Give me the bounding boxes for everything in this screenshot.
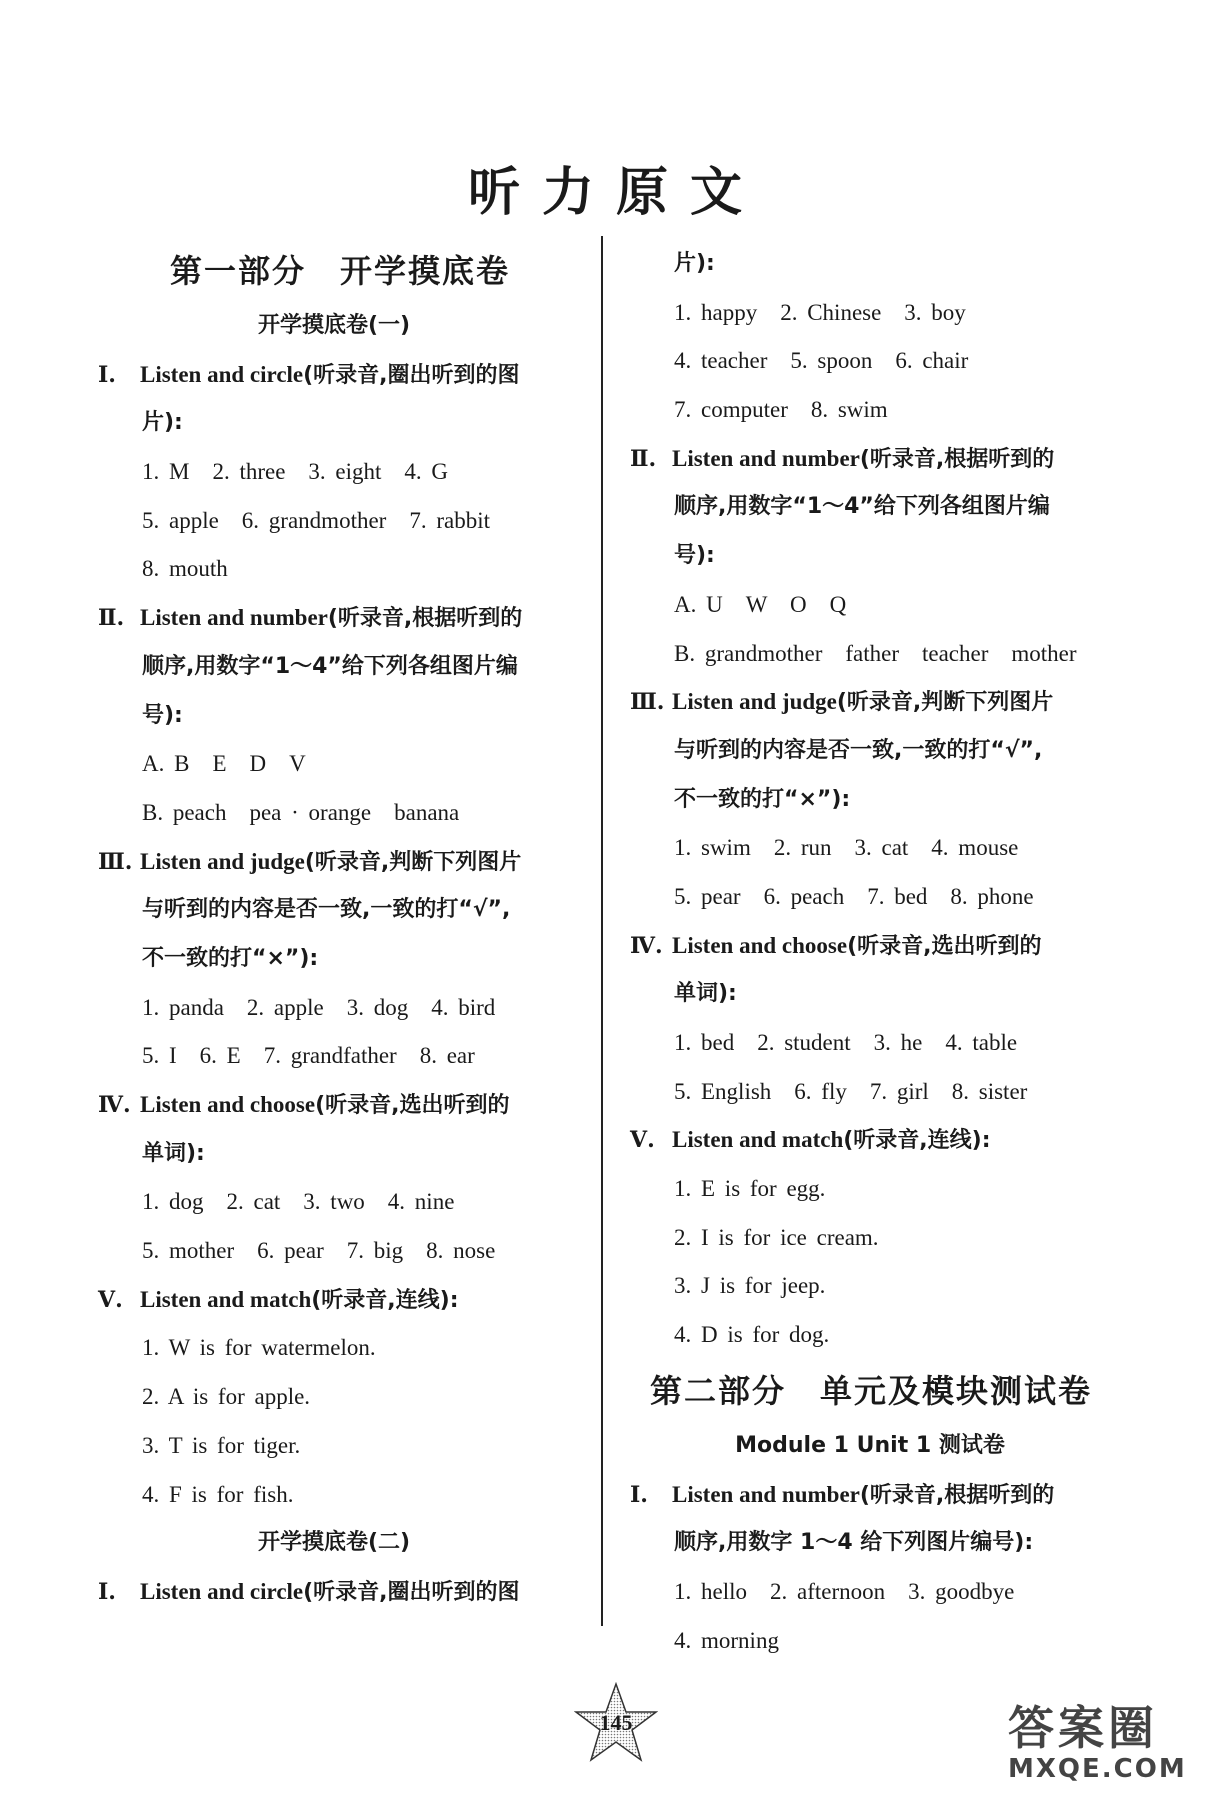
- question-number: Ⅳ.: [98, 1092, 131, 1118]
- question-number: Ⅴ.: [630, 1127, 655, 1154]
- section-title: 第二部分 单元及模块测试卷: [650, 1371, 1093, 1410]
- question-instruction-zh: (听录音,连线):: [843, 1128, 991, 1154]
- question-number: Ⅱ.: [630, 445, 657, 472]
- answer-items: 4. morning: [674, 1627, 779, 1653]
- question-instruction-zh: (听录音,选出听到的: [847, 933, 1042, 959]
- question-instruction-continued: 片):: [674, 251, 715, 276]
- question-instruction-en: Listen and judge: [672, 689, 837, 715]
- answer-items: 1. hello 2. afternoon 3. goodbye: [674, 1578, 1015, 1604]
- question-number: Ⅴ.: [98, 1286, 123, 1313]
- answer-items: B. grandmother father teacher mother: [674, 640, 1077, 666]
- question-instruction-zh: (听录音,连线):: [311, 1287, 459, 1313]
- answer-items: A. U W O Q: [674, 591, 847, 617]
- answer-items: 5. English 6. fly 7. girl 8. sister: [674, 1078, 1028, 1104]
- question-number: Ⅰ.: [98, 1578, 116, 1605]
- question-heading: [98, 594, 590, 643]
- answer-items: 1. E is for egg.: [674, 1176, 826, 1202]
- question-instruction-en: Listen and match: [672, 1127, 844, 1153]
- section-title: 第一部分 开学摸底卷: [170, 252, 511, 290]
- question-heading: [98, 1081, 590, 1130]
- column-divider: [601, 236, 603, 1626]
- right-column: [630, 240, 1130, 1665]
- answer-items: 1. panda 2. apple 3. dog 4. bird: [142, 994, 496, 1020]
- question-instruction-en: Listen and choose: [672, 932, 848, 958]
- question-heading: [630, 1471, 1130, 1520]
- question-number: Ⅰ.: [630, 1481, 648, 1508]
- question-instruction-continued: 单词):: [674, 981, 737, 1007]
- question-instruction-zh: (听录音,圈出听到的图: [303, 1579, 520, 1605]
- test-subtitle: 开学摸底卷(二): [257, 1530, 411, 1556]
- question-instruction-en: Listen and circle: [140, 361, 304, 387]
- question-heading: [98, 1568, 590, 1617]
- question-instruction-continued: 片):: [142, 410, 183, 436]
- question-instruction-en: Listen and number: [672, 445, 860, 471]
- page-title: 听力原文: [467, 163, 764, 223]
- question-number: Ⅱ.: [98, 605, 125, 632]
- question-instruction-continued: 与听到的内容是否一致,一致的打“√”,: [142, 897, 511, 923]
- question-heading: [630, 922, 1130, 971]
- question-number: Ⅲ.: [630, 689, 665, 716]
- question-number: Ⅲ.: [98, 848, 133, 875]
- question-heading: [630, 1116, 1130, 1165]
- answer-items: A. B E D V: [142, 751, 306, 777]
- question-instruction-zh: (听录音,选出听到的: [315, 1093, 510, 1118]
- question-number: Ⅰ.: [98, 361, 116, 388]
- watermark-top: 答案圈: [1008, 1701, 1158, 1755]
- watermark-logo: [1008, 1692, 1218, 1792]
- question-instruction-en: Listen and choose: [140, 1092, 316, 1117]
- answer-items: 5. mother 6. pear 7. big 8. nose: [142, 1238, 496, 1264]
- answer-items: 1. bed 2. student 3. he 4. table: [674, 1030, 1018, 1055]
- question-instruction-zh: (听录音,判断下列图片: [836, 690, 1054, 716]
- question-instruction-en: Listen and judge: [140, 848, 305, 874]
- test-subtitle: Module 1 Unit 1 测试卷: [735, 1432, 1005, 1458]
- star-icon: [574, 1682, 658, 1766]
- question-heading: [630, 678, 1130, 727]
- question-instruction-continued: 与听到的内容是否一致,一致的打“√”,: [674, 737, 1043, 763]
- answer-items: 5. apple 6. grandmother 7. rabbit: [142, 507, 490, 533]
- answer-items: 3. J is for jeep.: [674, 1273, 826, 1299]
- question-heading: [98, 838, 590, 887]
- question-instruction-en: Listen and circle: [140, 1578, 304, 1604]
- question-instruction-continued: 顺序,用数字“1～4”给下列各组图片编: [142, 653, 518, 679]
- answer-items: 7. computer 8. swim: [674, 397, 888, 423]
- test-subtitle: 开学摸底卷(一): [257, 313, 411, 338]
- question-heading: [98, 351, 590, 400]
- question-instruction-zh: (听录音,圈出听到的图: [303, 362, 520, 388]
- left-column: [98, 240, 590, 1617]
- question-instruction-en: Listen and match: [140, 1286, 312, 1312]
- question-instruction-zh: (听录音,判断下列图片: [304, 849, 522, 875]
- question-instruction-continued: 号):: [674, 543, 715, 569]
- answer-items: 1. swim 2. run 3. cat 4. mouse: [674, 835, 1019, 861]
- answer-items: 1. M 2. three 3. eight 4. G: [142, 459, 449, 485]
- question-heading: [630, 435, 1130, 484]
- question-instruction-en: Listen and number: [672, 1481, 860, 1507]
- answer-items: 2. I is for ice cream.: [674, 1224, 879, 1250]
- page-number: 145: [599, 1710, 633, 1735]
- answer-items: 4. D is for dog.: [674, 1322, 830, 1348]
- answer-items: 5. I 6. E 7. grandfather 8. ear: [142, 1043, 475, 1069]
- answer-items: B. peach pea · orange banana: [142, 799, 460, 825]
- answer-items: 2. A is for apple.: [142, 1384, 311, 1410]
- question-instruction-continued: 号):: [142, 702, 183, 728]
- answer-items: 3. T is for tiger.: [142, 1432, 301, 1458]
- question-instruction-en: Listen and number: [140, 605, 328, 631]
- question-instruction-zh: (听录音,根据听到的: [859, 446, 1055, 472]
- question-number: Ⅳ.: [630, 932, 663, 959]
- question-instruction-zh: (听录音,根据听到的: [327, 606, 523, 632]
- question-instruction-continued: 不一致的打“×”):: [142, 945, 319, 971]
- answer-items: 1. W is for watermelon.: [142, 1335, 376, 1361]
- question-instruction-continued: 单词):: [142, 1140, 205, 1166]
- question-instruction-continued: 顺序,用数字 1～4 给下列图片编号):: [674, 1530, 1034, 1556]
- answer-items: 5. pear 6. peach 7. bed 8. phone: [674, 883, 1034, 909]
- watermark-bottom: MXQE.COM: [1008, 1754, 1187, 1784]
- answer-items: 4. teacher 5. spoon 6. chair: [674, 348, 969, 374]
- answer-items: 1. happy 2. Chinese 3. boy: [674, 299, 966, 325]
- question-instruction-continued: 顺序,用数字“1～4”给下列各组图片编: [674, 494, 1050, 520]
- question-instruction-continued: 不一致的打“×”):: [674, 786, 851, 812]
- answer-items: 8. mouth: [142, 556, 228, 582]
- question-instruction-zh: (听录音,根据听到的: [859, 1482, 1055, 1508]
- answer-items: 4. F is for fish.: [142, 1481, 294, 1507]
- answer-items: 1. dog 2. cat 3. two 4. nine: [142, 1189, 455, 1215]
- question-heading: [98, 1276, 590, 1325]
